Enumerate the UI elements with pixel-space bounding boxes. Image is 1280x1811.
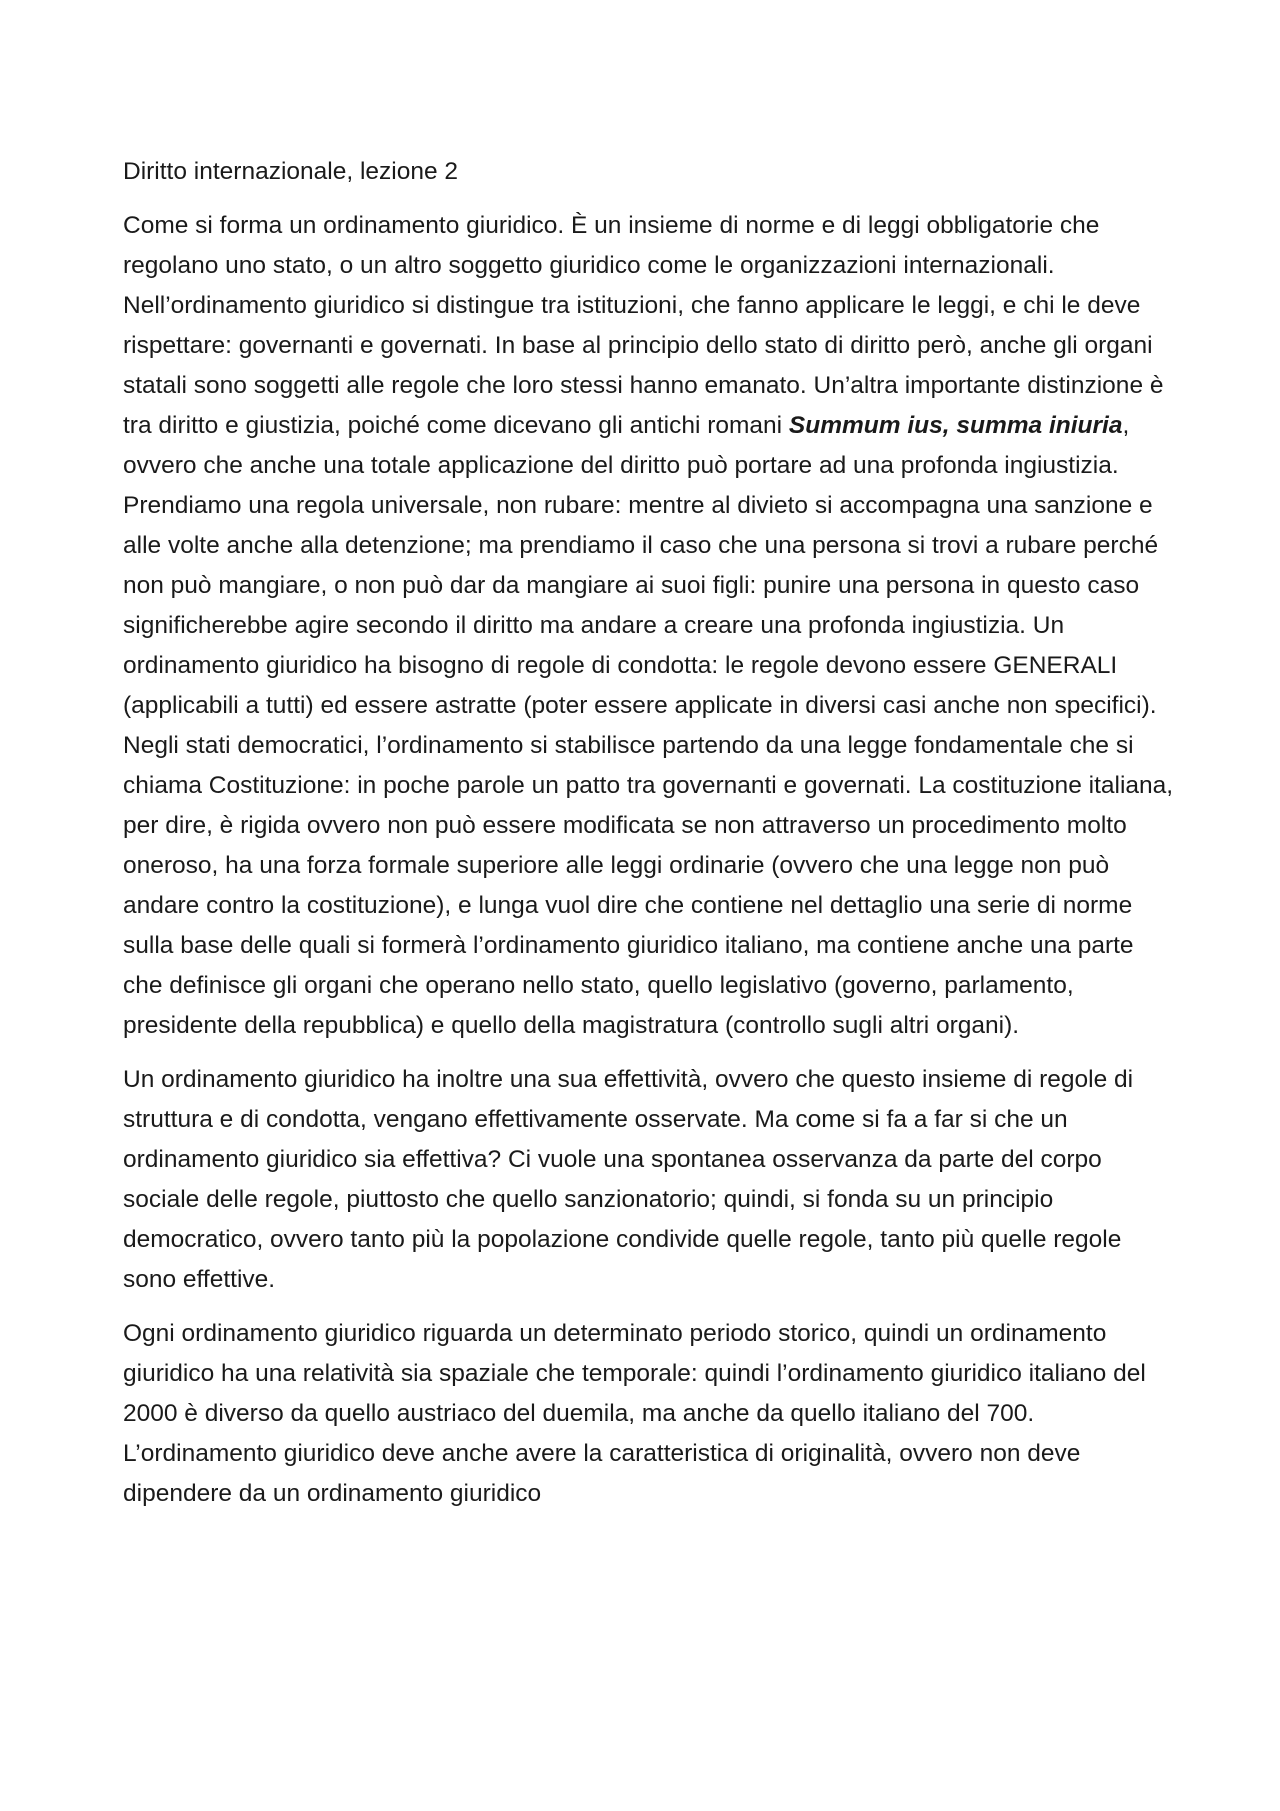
paragraph-3: Ogni ordinamento giuridico riguarda un determinato periodo storico, quindi un ordinamento giuridico ha una relatività sia spaziale che temporale: quindi l’ordinamento giuridico italiano del 2000 è diverso da quello austriaco del duemila, ma anche da quello italiano del 700. L’ordinamento giuridico deve anche avere la caratteristica di originalità, ovvero non deve dipendere da un ordinamento giuridico [123, 1320, 1146, 1507]
document-title: Diritto internazionale, lezione 2 [123, 158, 459, 185]
paragraph-1-text-b: , ovvero che anche una totale applicazione del diritto può portare ad una profonda ingiustizia. Prendiamo una regola universale, non rubare: mentre al divieto si accompagna una sanzione e alle volte anche alla detenzione; ma prendiamo il caso che una persona si trovi a rubare perché non può mangiare, o non può dar da mangiare ai suoi figli: punire una persona in questo caso significherebbe agire secondo il diritto ma andare a creare una profonda ingiustizia. Un ordinamento giuridico ha bisogno di regole di condotta: le regole devono essere GENERALI (applicabili a tutti) ed essere astratte (poter essere applicate in diversi casi anche non specifici). Negli stati democratici, l’ordinamento si stabilisce partendo da una legge fondamentale che si chiama Costituzione: in poche parole un patto tra governanti e governati. La costituzione italiana, per dire, è rigida ovvero non può essere modificata se non attraverso un procedimento molto oneroso, ha una forza formale superiore alle leggi ordinarie (ovvero che una legge non può andare contro la costituzione), e lunga vuol dire che contiene nel dettaglio una serie di norme sulla base delle quali si formerà l’ordinamento giuridico italiano, ma contiene anche una parte che definisce gli organi che operano nello stato, quello legislativo (governo, parlamento, presidente della repubblica) e quello della magistratura (controllo sugli altri organi). [123, 412, 1174, 1039]
paragraph-2: Un ordinamento giuridico ha inoltre una sua effettività, ovvero che questo insieme di regole di struttura e di condotta, vengano effettivamente osservate. Ma come si fa a far si che un ordinamento giuridico sia effettiva? Ci vuole una spontanea osservanza da parte del corpo sociale delle regole, piuttosto che quello sanzionatorio; quindi, si fonda su un principio democratico, ovvero tanto più la popolazione condivide quelle regole, tanto più quelle regole sono effettive. [123, 1066, 1134, 1293]
paragraph-1 [123, 206, 1178, 1046]
document-page [123, 152, 1178, 1528]
latin-quote: Summum ius, summa iniuria [788, 412, 1123, 439]
paragraph-1-text-a: Come si forma un ordinamento giuridico. È un insieme di norme e di leggi obbligatorie che regolano uno stato, o un altro soggetto giuridico come le organizzazioni internazionali. Nell’ordinamento giuridico si distingue tra istituzioni, che fanno applicare le leggi, e chi le deve rispettare: governanti e governati. In base al principio dello stato di diritto però, anche gli organi statali sono soggetti alle regole che loro stessi hanno emanato. Un’altra importante distinzione è tra diritto e giustizia, poiché come dicevano gli antichi romani [123, 212, 1164, 439]
